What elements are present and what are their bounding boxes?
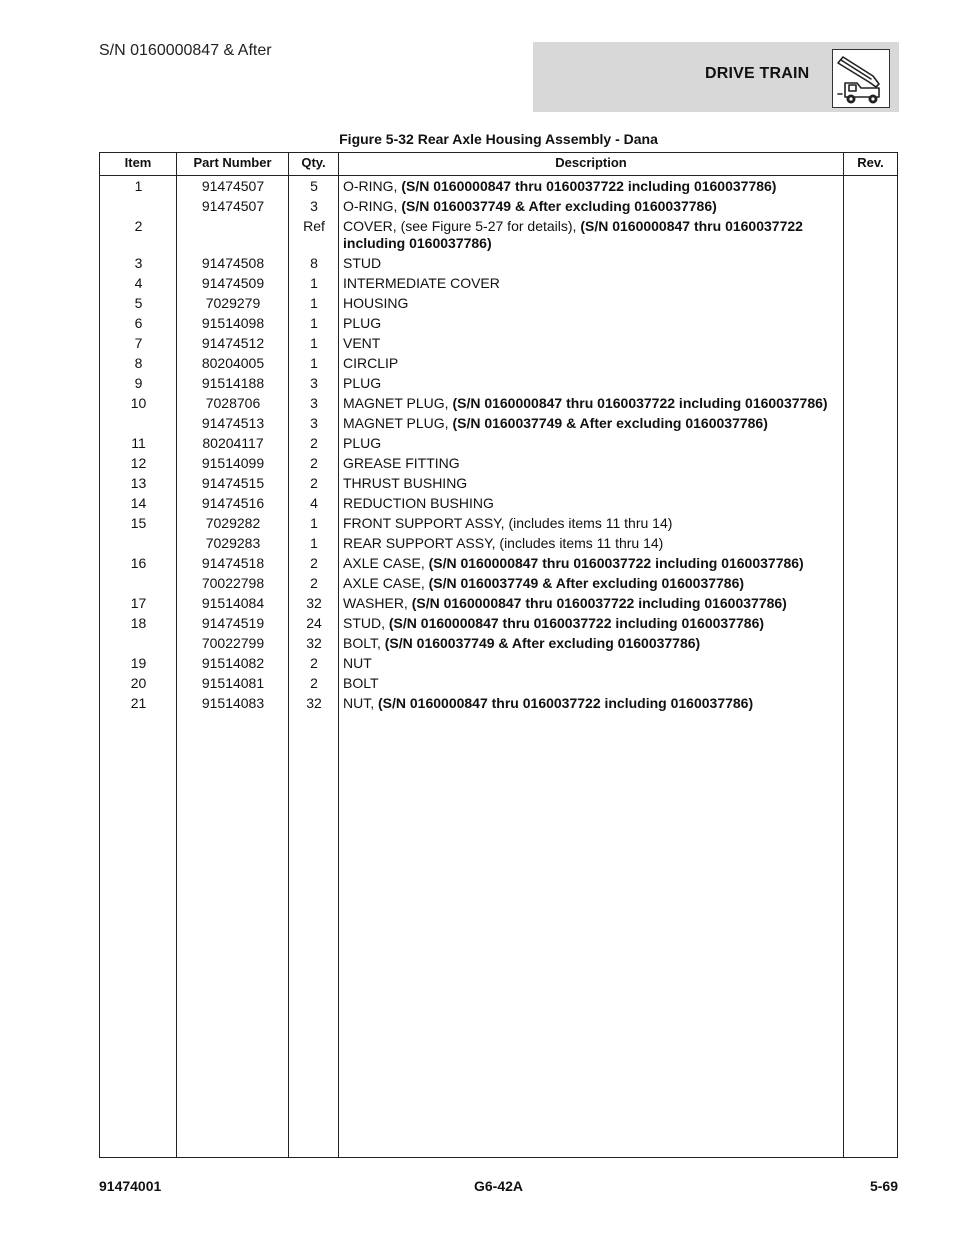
- revision: [839, 253, 895, 273]
- quantity: 32: [306, 695, 322, 711]
- description-name: COVER,: [343, 218, 401, 234]
- revision: [839, 653, 895, 673]
- item-number: 20: [130, 675, 147, 691]
- item-number: 5: [134, 295, 143, 311]
- item-number: 1: [134, 178, 143, 194]
- description: [339, 573, 839, 593]
- quantity: 8: [310, 255, 318, 271]
- description-name: O-RING,: [343, 178, 402, 194]
- part-number: 91474507: [201, 198, 265, 214]
- serial-range-note: (S/N 0160000847 thru 0160037722 including 0160037786): [378, 695, 754, 711]
- description: [339, 533, 839, 553]
- description: [339, 196, 839, 216]
- section-header: [533, 42, 899, 112]
- serial-range-note: (S/N 0160037749 & After excluding 0160037786): [452, 415, 768, 431]
- description: [339, 553, 839, 573]
- description-name: PLUG: [343, 375, 382, 391]
- revision: [839, 353, 895, 373]
- serial-range-note: (S/N 0160037749 & After excluding 0160037786): [384, 635, 701, 651]
- quantity: 32: [306, 635, 322, 651]
- quantity: 2: [310, 575, 318, 591]
- item-number: 4: [134, 275, 143, 291]
- description-name: PLUG: [343, 435, 382, 451]
- quantity: 1: [310, 295, 318, 311]
- quantity: 1: [310, 275, 318, 291]
- part-number: 7029279: [205, 295, 261, 311]
- description-name: REAR SUPPORT ASSY,: [343, 535, 500, 551]
- part-number: 91514098: [201, 315, 265, 331]
- telehandler-icon: [832, 49, 890, 108]
- description: [339, 393, 839, 413]
- item-number: [100, 533, 177, 553]
- table-row: [100, 573, 897, 593]
- description-name: MAGNET PLUG,: [343, 415, 453, 431]
- revision: [839, 196, 895, 216]
- item-number: [100, 573, 177, 593]
- item-number: [100, 633, 177, 653]
- table-row: [100, 533, 897, 553]
- description-name: AXLE CASE,: [343, 575, 429, 591]
- description: [339, 273, 839, 293]
- table-row: [100, 493, 897, 513]
- revision: [839, 216, 895, 253]
- table-row: [100, 353, 897, 373]
- description: [339, 176, 839, 196]
- description: [339, 433, 839, 453]
- description: [339, 313, 839, 333]
- quantity: 1: [310, 355, 318, 371]
- quantity: 24: [306, 615, 322, 631]
- description-name: VENT: [343, 335, 381, 351]
- description-name: INTERMEDIATE COVER: [343, 275, 500, 291]
- quantity: 32: [306, 595, 322, 611]
- description: [339, 253, 839, 273]
- revision: [839, 293, 895, 313]
- serial-number-range: S/N 0160000847 & After: [99, 42, 272, 59]
- item-number: [100, 413, 177, 433]
- part-number: 91474515: [201, 475, 265, 491]
- item-number: 13: [130, 475, 147, 491]
- table-row: [100, 593, 897, 613]
- part-number: 91514099: [201, 455, 265, 471]
- part-number: 7029282: [205, 515, 261, 531]
- revision: [839, 433, 895, 453]
- table-row: [100, 453, 897, 473]
- description-name: BOLT: [343, 675, 379, 691]
- description-name: NUT: [343, 655, 372, 671]
- quantity: 5: [310, 178, 318, 194]
- item-number: 14: [130, 495, 147, 511]
- table-row: [100, 273, 897, 293]
- revision: [839, 513, 895, 533]
- description: [339, 353, 839, 373]
- revision: [839, 473, 895, 493]
- revision: [839, 533, 895, 553]
- table-row: [100, 373, 897, 393]
- part-number: 91514084: [201, 595, 265, 611]
- quantity: 2: [310, 675, 318, 691]
- quantity: 1: [310, 335, 318, 351]
- description-name: MAGNET PLUG,: [343, 395, 453, 411]
- serial-range-note: (S/N 0160037749 & After excluding 0160037786): [401, 198, 717, 214]
- table-row: [100, 613, 897, 633]
- table-row: [100, 473, 897, 493]
- revision: [839, 313, 895, 333]
- revision: [839, 553, 895, 573]
- quantity: 3: [310, 415, 318, 431]
- description-name: NUT,: [343, 695, 378, 711]
- description: [339, 333, 839, 353]
- part-number: 91474518: [201, 555, 265, 571]
- footer-page-number: 5-69: [869, 1178, 898, 1194]
- column-header-rev: Rev.: [857, 155, 884, 170]
- description: [339, 373, 839, 393]
- revision: [839, 273, 895, 293]
- item-number: 2: [134, 218, 143, 234]
- footer-part-number: 91474001: [99, 1178, 162, 1194]
- quantity: 2: [310, 655, 318, 671]
- part-number: 91514082: [201, 655, 265, 671]
- description-name: HOUSING: [343, 295, 409, 311]
- item-number: 21: [130, 695, 147, 711]
- item-number: 17: [130, 595, 147, 611]
- description: [339, 293, 839, 313]
- serial-range-note: (S/N 0160000847 thru 0160037722 including 0160037786): [428, 555, 804, 571]
- item-number: 7: [134, 335, 143, 351]
- description: [339, 613, 839, 633]
- item-number: 16: [130, 555, 147, 571]
- table-row: [100, 333, 897, 353]
- part-number: 91474507: [201, 178, 265, 194]
- description-note: (includes items 11 thru 14): [508, 515, 673, 531]
- item-number: 3: [134, 255, 143, 271]
- description-name: STUD: [343, 255, 382, 271]
- part-number: 7029283: [205, 535, 261, 551]
- part-number: 91474512: [201, 335, 265, 351]
- table-row: [100, 673, 897, 693]
- column-header-qty: Qty.: [301, 155, 326, 170]
- description-name: BOLT,: [343, 635, 385, 651]
- revision: [839, 633, 895, 653]
- column-header-item: Item: [124, 155, 152, 170]
- parts-table: [99, 152, 898, 1158]
- section-title: DRIVE TRAIN: [705, 65, 810, 82]
- part-number: 91514188: [201, 375, 265, 391]
- part-number: 70022798: [201, 575, 265, 591]
- description-name: GREASE FITTING: [343, 455, 460, 471]
- figure-title: Figure 5-32 Rear Axle Housing Assembly - Dana: [339, 131, 658, 147]
- part-number: [177, 216, 289, 253]
- item-number: 12: [130, 455, 147, 471]
- part-number: 91474509: [201, 275, 265, 291]
- quantity: 3: [310, 198, 318, 214]
- table-row: [100, 196, 897, 216]
- revision: [839, 176, 895, 196]
- item-number: 19: [130, 655, 147, 671]
- part-number: 7028706: [205, 395, 261, 411]
- part-number: 80204005: [201, 355, 265, 371]
- description-name: FRONT SUPPORT ASSY,: [343, 515, 509, 531]
- revision: [839, 393, 895, 413]
- part-number: 91474508: [201, 255, 265, 271]
- description: [339, 493, 839, 513]
- table-row: [100, 176, 897, 196]
- description-name: WASHER,: [343, 595, 412, 611]
- table-row: [100, 653, 897, 673]
- description: [339, 453, 839, 473]
- item-number: 11: [131, 435, 146, 451]
- footer-model: G6-42A: [473, 1178, 524, 1194]
- table-row: [100, 313, 897, 333]
- revision: [839, 613, 895, 633]
- description: [339, 593, 839, 613]
- description-name: REDUCTION BUSHING: [343, 495, 494, 511]
- description-name: O-RING,: [343, 198, 402, 214]
- quantity: Ref: [303, 218, 325, 234]
- part-number: 70022799: [201, 635, 265, 651]
- table-row: [100, 513, 897, 533]
- item-number: 9: [134, 375, 143, 391]
- description: [339, 216, 839, 253]
- item-number: 6: [134, 315, 143, 331]
- serial-range-note: (S/N 0160000847 thru 0160037722 including 0160037786): [401, 178, 777, 194]
- revision: [839, 493, 895, 513]
- revision: [839, 373, 895, 393]
- description-name: STUD,: [343, 615, 389, 631]
- serial-range-note: (S/N 0160000847 thru 0160037722 including 0160037786): [411, 595, 787, 611]
- revision: [839, 593, 895, 613]
- table-row: [100, 393, 897, 413]
- description: [339, 513, 839, 533]
- revision: [839, 673, 895, 693]
- quantity: 2: [310, 455, 318, 471]
- description-name: CIRCLIP: [343, 355, 399, 371]
- table-row: [100, 553, 897, 573]
- description-name: THRUST BUSHING: [343, 475, 468, 491]
- table-row: [100, 633, 897, 653]
- description-name: AXLE CASE,: [343, 555, 429, 571]
- revision: [839, 333, 895, 353]
- description: [339, 653, 839, 673]
- quantity: 1: [310, 315, 318, 331]
- revision: [839, 413, 895, 433]
- part-number: 80204117: [202, 435, 264, 451]
- part-number: 91514081: [201, 675, 265, 691]
- part-number: 91474519: [201, 615, 265, 631]
- quantity: 3: [310, 395, 318, 411]
- table-row: [100, 293, 897, 313]
- serial-range-note: (S/N 0160000847 thru 0160037722 including 0160037786): [388, 615, 765, 631]
- quantity: 2: [310, 555, 318, 571]
- quantity: 2: [310, 435, 318, 451]
- serial-range-note: (S/N 0160000847 thru 0160037722 including 0160037786): [452, 395, 828, 411]
- description: [339, 693, 839, 713]
- part-number: 91474513: [201, 415, 265, 431]
- quantity: 1: [310, 515, 318, 531]
- quantity: 1: [310, 535, 318, 551]
- item-number: 18: [130, 615, 147, 631]
- table-row: [100, 413, 897, 433]
- table-body: [100, 176, 897, 713]
- item-number: [100, 196, 177, 216]
- item-number: 15: [130, 515, 147, 531]
- revision: [839, 573, 895, 593]
- table-row: [100, 693, 897, 713]
- revision: [839, 693, 895, 713]
- description-name: PLUG: [343, 315, 382, 331]
- description: [339, 633, 839, 653]
- quantity: 2: [310, 475, 318, 491]
- quantity: 4: [310, 495, 318, 511]
- part-number: 91474516: [201, 495, 265, 511]
- column-header-description: Description: [555, 155, 627, 170]
- quantity: 3: [310, 375, 318, 391]
- description: [339, 473, 839, 493]
- table-row: [100, 253, 897, 273]
- serial-range-note: (S/N 0160000847 thru 0160037722 including 0160037786): [343, 218, 803, 251]
- description-note: (see Figure 5-27 for details),: [400, 218, 581, 234]
- description: [339, 413, 839, 433]
- part-number: 91514083: [201, 695, 265, 711]
- table-row: [100, 433, 897, 453]
- item-number: 8: [134, 355, 143, 371]
- serial-range-note: (S/N 0160037749 & After excluding 0160037786): [428, 575, 745, 591]
- column-header-part-number: Part Number: [193, 155, 272, 170]
- description-note: (includes items 11 thru 14): [499, 535, 664, 551]
- item-number: 10: [130, 395, 147, 411]
- table-row: [100, 216, 897, 253]
- description: [339, 673, 839, 693]
- revision: [839, 453, 895, 473]
